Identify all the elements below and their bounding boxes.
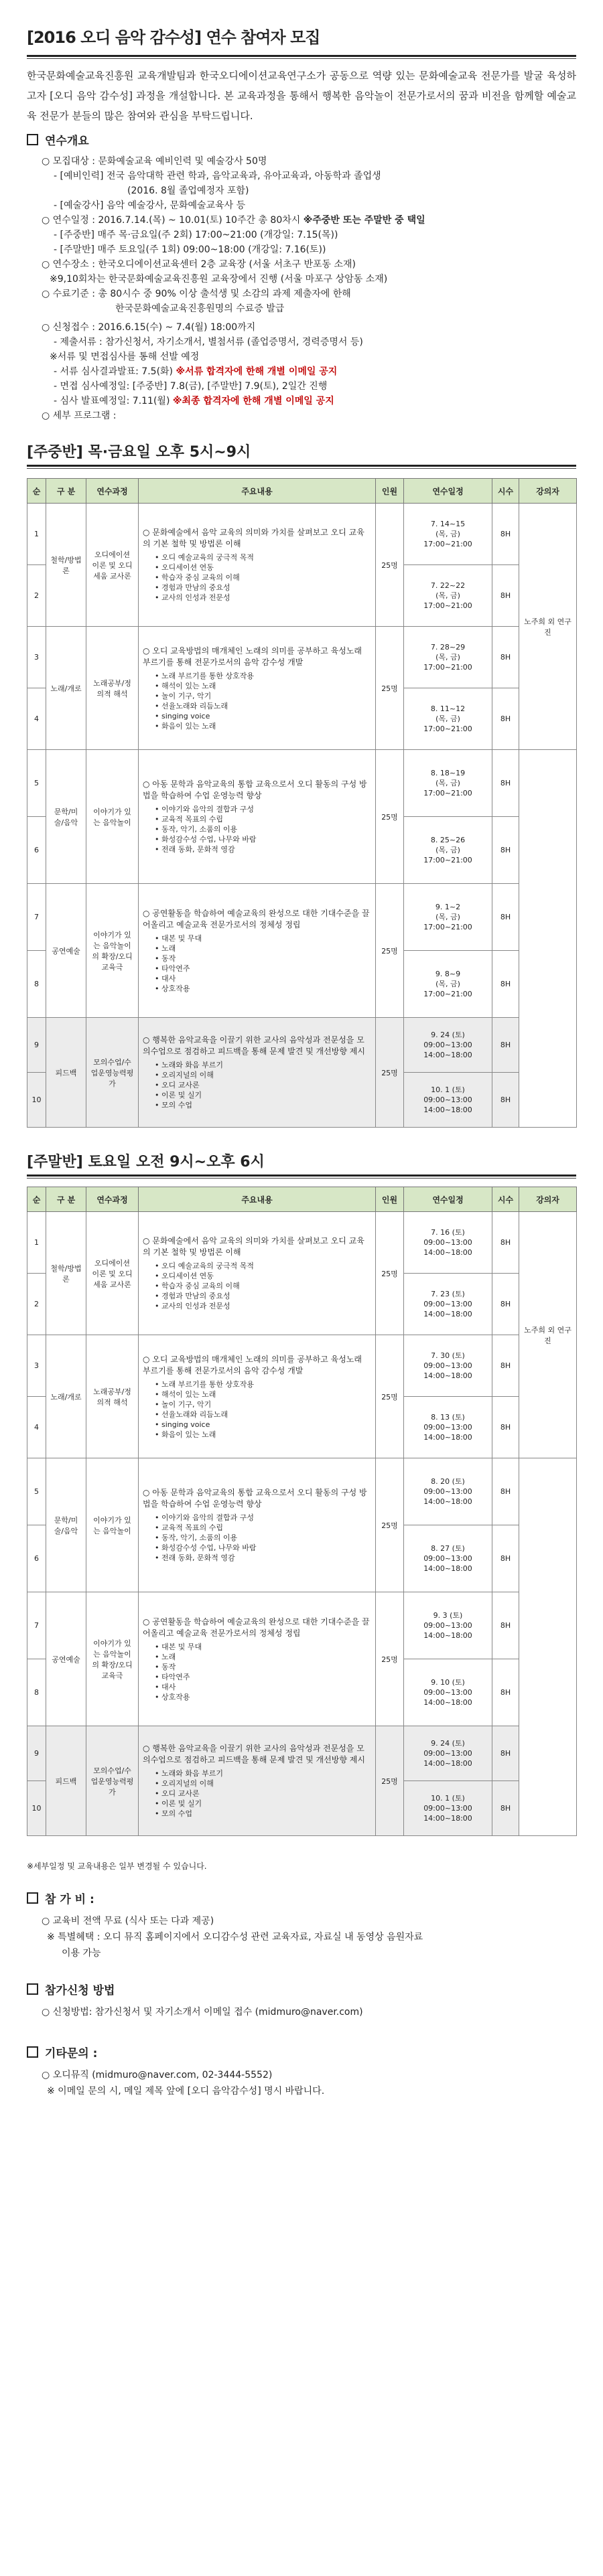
table-row <box>27 1458 577 1525</box>
content-lead: ○ 행복한 음악교육을 이끌기 위한 교사의 음악성과 전문성을 모의수업으로 점검하고 피드백을 통해 문제 발견 및 개선방향 제시 <box>143 1744 365 1764</box>
column-header: 강의자 <box>519 1187 577 1212</box>
column-header: 주요내용 <box>139 479 376 504</box>
hours-cell: 8H <box>492 1335 519 1397</box>
date-cell: 7. 14~15 (목, 금) 17:00~21:00 <box>404 504 492 565</box>
column-header: 연수과정 <box>86 1187 139 1212</box>
category-cell: 철학/방법론 <box>46 504 86 627</box>
lecturer-cell-empty <box>519 750 577 1128</box>
date-cell: 10. 1 (토) 09:00~13:00 14:00~18:00 <box>404 1073 492 1128</box>
course-cell: 이야기가 있는 음악놀이의 확장/오디교육극 <box>86 884 139 1018</box>
list-item: • 노래 <box>155 943 371 954</box>
row-number: 2 <box>27 1274 46 1335</box>
list-item: • singing voice <box>155 711 371 721</box>
content-list <box>143 1768 371 1819</box>
content-list <box>143 671 371 731</box>
content-lead: ○ 문화예술에서 음악 교육의 의미와 가치를 살펴보고 오디 교육의 기본 철학 및 방법론 이해 <box>143 528 364 548</box>
contact-line: ○ 오디뮤직 (midmuro@naver.com, 02-3444-5552) <box>42 2070 273 2080</box>
list-item: • 오리지널의 이해 <box>155 1070 371 1080</box>
list-item: • 대사 <box>155 1682 371 1692</box>
weekday-table <box>27 478 577 1128</box>
row-number: 6 <box>27 817 46 884</box>
date-cell: 9. 3 (토) 09:00~13:00 14:00~18:00 <box>404 1592 492 1659</box>
list-item: • 교사의 인성과 전문성 <box>155 1301 371 1311</box>
list-item: • 학습자 중심 교육의 이해 <box>155 1281 371 1291</box>
row-number: 1 <box>27 504 46 565</box>
row-number: 7 <box>27 884 46 951</box>
table-header-row <box>27 1187 577 1212</box>
list-item: • 이야기와 음악의 결합과 구성 <box>155 1513 371 1523</box>
list-item: • 화성감수성 수업, 나무와 바람 <box>155 834 371 844</box>
overview-line: - 심사 발표예정일: 7.11(월) ※최종 합격자에 한해 개별 이메일 공지 <box>54 396 334 406</box>
column-header: 시수 <box>492 479 519 504</box>
list-item: • 오디세이션 연동 <box>155 562 371 573</box>
column-header: 순 <box>27 1187 46 1212</box>
content-cell <box>139 1018 376 1128</box>
list-item: • 화음이 있는 노래 <box>155 721 371 731</box>
people-cell: 25명 <box>376 1212 404 1335</box>
list-item: • 이론 및 실기 <box>155 1090 371 1100</box>
category-cell: 공연예술 <box>46 884 86 1018</box>
content-cell <box>139 1212 376 1335</box>
list-item: • 동작, 악기, 소품의 이용 <box>155 824 371 834</box>
column-header: 강의자 <box>519 479 577 504</box>
content-cell <box>139 1335 376 1458</box>
row-number: 4 <box>27 1397 46 1458</box>
hours-cell: 8H <box>492 565 519 627</box>
overview-line: (2016. 8월 졸업예정자 포함) <box>127 185 249 196</box>
list-item: • 교사의 인성과 전문성 <box>155 593 371 603</box>
weekend-rule-thin <box>27 1178 576 1179</box>
list-item: • 이론 및 실기 <box>155 1799 371 1809</box>
course-cell: 오디에이션 이론 및 오디세움 교사론 <box>86 504 139 627</box>
people-cell: 25명 <box>376 884 404 1018</box>
row-number: 1 <box>27 1212 46 1274</box>
list-item: • 전래 동화, 문화적 영감 <box>155 844 371 854</box>
row-number: 5 <box>27 750 46 817</box>
table-row <box>27 504 577 565</box>
column-header: 시수 <box>492 1187 519 1212</box>
overview-line: - [주말반] 매주 토요일(주 1회) 09:00~18:00 (개강일: 7.16(토)) <box>54 244 326 255</box>
course-cell: 노래공부/정의적 해석 <box>86 627 139 750</box>
content-cell <box>139 750 376 884</box>
overview-line: ○ 연수일정 : 2016.7.14.(목) ~ 10.01(토) 10주간 총 80차시 ※주중반 또는 주말반 중 택일 <box>42 215 425 226</box>
list-item: • singing voice <box>155 1420 371 1430</box>
table-header-row <box>27 479 577 504</box>
hours-cell: 8H <box>492 504 519 565</box>
list-item: • 대본 및 무대 <box>155 1642 371 1652</box>
list-item: • 오디 교사론 <box>155 1080 371 1090</box>
weekend-heading: [주말반] 토요일 오전 9시~오후 6시 <box>27 1154 265 1170</box>
overview-emphasis: ※서류 합격자에 한해 개별 이메일 공지 <box>176 366 338 377</box>
table-row <box>27 627 577 688</box>
row-number: 8 <box>27 1659 46 1726</box>
overview-line: - 서류 심사결과발표: 7.5(화) ※서류 합격자에 한해 개별 이메일 공지 <box>54 366 338 377</box>
content-cell <box>139 627 376 750</box>
list-item: • 상호작용 <box>155 1692 371 1702</box>
row-number: 9 <box>27 1018 46 1073</box>
date-cell: 7. 16 (토) 09:00~13:00 14:00~18:00 <box>404 1212 492 1274</box>
checkbox-square-icon <box>27 1983 38 1995</box>
category-cell: 노래/개로 <box>46 1335 86 1458</box>
date-cell: 10. 1 (토) 09:00~13:00 14:00~18:00 <box>404 1781 492 1836</box>
overview-line: - 제출서류 : 참가신청서, 자기소개서, 별첨서류 (졸업증명서, 경력증명서 등) <box>54 337 363 348</box>
row-number: 3 <box>27 1335 46 1397</box>
weekday-heading: [주중반] 목·금요일 오후 5시~9시 <box>27 444 251 461</box>
overview-line: ○ 세부 프로그램 : <box>42 410 117 421</box>
hours-cell: 8H <box>492 1458 519 1525</box>
hours-cell: 8H <box>492 1397 519 1458</box>
table-row <box>27 1726 577 1781</box>
overview-line: ○ 연수장소 : 한국오디에이션교육센터 2층 교육장 (서울 서초구 반포동 소재) <box>42 259 356 270</box>
row-number: 2 <box>27 565 46 627</box>
people-cell: 25명 <box>376 627 404 750</box>
overview-line: - [예술강사] 음악 예술강사, 문화예술교육사 등 <box>54 200 246 211</box>
apply-line: ○ 신청방법: 참가신청서 및 자기소개서 이메일 접수 (midmuro@naver.com) <box>42 2007 363 2018</box>
hours-cell: 8H <box>492 1592 519 1659</box>
date-cell: 9. 8~9 (목, 금) 17:00~21:00 <box>404 951 492 1018</box>
table-row <box>27 1018 577 1073</box>
list-item: • 대사 <box>155 974 371 984</box>
list-item: • 노래 <box>155 1652 371 1662</box>
hours-cell: 8H <box>492 1525 519 1592</box>
overview-heading: 연수개요 <box>27 131 89 148</box>
hours-cell: 8H <box>492 1212 519 1274</box>
hours-cell: 8H <box>492 1274 519 1335</box>
course-cell: 노래공부/정의적 해석 <box>86 1335 139 1458</box>
list-item: • 놀이 기구, 악기 <box>155 1399 371 1410</box>
row-number: 6 <box>27 1525 46 1592</box>
list-item: • 해석이 있는 노래 <box>155 1389 371 1399</box>
content-list <box>143 1261 371 1311</box>
date-cell: 8. 27 (토) 09:00~13:00 14:00~18:00 <box>404 1525 492 1592</box>
list-item: • 대본 및 무대 <box>155 933 371 943</box>
date-cell: 7. 23 (토) 09:00~13:00 14:00~18:00 <box>404 1274 492 1335</box>
content-lead: ○ 문화예술에서 음악 교육의 의미와 가치를 살펴보고 오디 교육의 기본 철학 및 방법론 이해 <box>143 1236 364 1257</box>
row-number: 7 <box>27 1592 46 1659</box>
content-lead: ○ 공연활동을 학습하여 예술교육의 완성으로 대한 기대수준을 끌어올리고 예술교육 전문가로서의 정체성 정립 <box>143 1616 370 1638</box>
date-cell: 8. 18~19 (목, 금) 17:00~21:00 <box>404 750 492 817</box>
weekday-rule <box>27 465 576 467</box>
list-item: • 노래와 화음 부르기 <box>155 1060 371 1070</box>
date-cell: 7. 22~22 (목, 금) 17:00~21:00 <box>404 565 492 627</box>
course-cell: 이야기가 있는 음악놀이의 확장/오디교육극 <box>86 1592 139 1726</box>
hours-cell: 8H <box>492 1726 519 1781</box>
list-item: • 오디 교사론 <box>155 1789 371 1799</box>
column-header: 연수과정 <box>86 479 139 504</box>
course-cell: 이야기가 있는 음악놀이 <box>86 750 139 884</box>
row-number: 4 <box>27 688 46 750</box>
category-cell: 노래/개로 <box>46 627 86 750</box>
list-item: • 동작, 악기, 소품의 이용 <box>155 1533 371 1543</box>
date-cell: 8. 25~26 (목, 금) 17:00~21:00 <box>404 817 492 884</box>
people-cell: 25명 <box>376 1335 404 1458</box>
content-list <box>143 1379 371 1440</box>
content-list <box>143 933 371 994</box>
content-cell <box>139 1458 376 1592</box>
overview-line: - 면접 심사예정일: [주중반] 7.8(금), [주말반] 7.9(토), 2일간 진행 <box>54 381 328 392</box>
content-list <box>143 552 371 603</box>
people-cell: 25명 <box>376 1018 404 1128</box>
list-item: • 오리지널의 이해 <box>155 1778 371 1789</box>
participation-line: ○ 교육비 전액 무료 (식사 또는 다과 제공) <box>42 1916 214 1926</box>
hours-cell: 8H <box>492 817 519 884</box>
page-title: [2016 오디 음악 감수성] 연수 참여자 모집 <box>27 28 320 47</box>
hours-cell: 8H <box>492 1659 519 1726</box>
overview-line: 한국문화예술교육진흥원명의 수료증 발급 <box>115 303 285 314</box>
overview-line: ※9,10회차는 한국문화예술교육진흥원 교육장에서 진행 (서울 마포구 상암동 소재) <box>50 274 388 285</box>
column-header: 순 <box>27 479 46 504</box>
date-cell: 9. 10 (토) 09:00~13:00 14:00~18:00 <box>404 1659 492 1726</box>
row-number: 10 <box>27 1073 46 1128</box>
column-header: 구 분 <box>46 479 86 504</box>
list-item: • 경험과 만남의 중요성 <box>155 1291 371 1301</box>
content-lead: ○ 행복한 음악교육을 이끌기 위한 교사의 음악성과 전문성을 모의수업으로 점검하고 피드백을 통해 문제 발견 및 개선방향 제시 <box>143 1035 365 1056</box>
weekday-rule-thin <box>27 468 576 469</box>
table-row <box>27 1212 577 1274</box>
participation-line: ※ 특별혜택 : 오디 뮤직 홈페이지에서 오디감수성 관련 교육자료, 자료실 내 동영상 음원자료 <box>47 1932 423 1943</box>
course-cell: 모의수업/수업운영능력평가 <box>86 1726 139 1836</box>
course-cell: 오디에이션 이론 및 오디세움 교사론 <box>86 1212 139 1335</box>
content-lead: ○ 공연활동을 학습하여 예술교육의 완성으로 대한 기대수준을 끌어올리고 예술교육 전문가로서의 정체성 정립 <box>143 908 370 929</box>
hours-cell: 8H <box>492 627 519 688</box>
checkbox-square-icon <box>27 2046 38 2058</box>
row-number: 5 <box>27 1458 46 1525</box>
date-cell: 7. 28~29 (목, 금) 17:00~21:00 <box>404 627 492 688</box>
hours-cell: 8H <box>492 951 519 1018</box>
list-item: • 놀이 기구, 악기 <box>155 691 371 701</box>
date-cell: 8. 13 (토) 09:00~13:00 14:00~18:00 <box>404 1397 492 1458</box>
column-header: 구 분 <box>46 1187 86 1212</box>
row-number: 3 <box>27 627 46 688</box>
list-item: • 오디세이션 연동 <box>155 1271 371 1281</box>
list-item: • 선율노래와 리듬노래 <box>155 701 371 711</box>
list-item: • 화성감수성 수업, 나무와 바람 <box>155 1543 371 1553</box>
overview-line: ○ 수료기준 : 총 80시수 중 90% 이상 출석생 및 소감의 과제 제출자에 한해 <box>42 289 351 299</box>
hours-cell: 8H <box>492 1781 519 1836</box>
content-cell <box>139 884 376 1018</box>
list-item: • 노래 부르기를 통한 상호작용 <box>155 1379 371 1389</box>
content-cell <box>139 504 376 627</box>
date-cell: 8. 20 (토) 09:00~13:00 14:00~18:00 <box>404 1458 492 1525</box>
schedule-footnote: ※세부일정 및 교육내용은 일부 변경될 수 있습니다. <box>27 1862 207 1871</box>
weekend-rule <box>27 1175 576 1177</box>
row-number: 9 <box>27 1726 46 1781</box>
column-header: 연수일정 <box>404 1187 492 1212</box>
category-cell: 철학/방법론 <box>46 1212 86 1335</box>
category-cell: 공연예술 <box>46 1592 86 1726</box>
content-list <box>143 804 371 854</box>
list-item: • 모의 수업 <box>155 1809 371 1819</box>
course-cell: 모의수업/수업운영능력평가 <box>86 1018 139 1128</box>
lecturer-cell-empty <box>519 1458 577 1836</box>
list-item: • 경험과 만남의 중요성 <box>155 583 371 593</box>
list-item: • 상호작용 <box>155 984 371 994</box>
contact-heading: 기타문의 : <box>27 2044 97 2060</box>
list-item: • 오디 예술교육의 궁극적 목적 <box>155 1261 371 1271</box>
table-row <box>27 1592 577 1659</box>
title-rule-thin <box>27 58 576 59</box>
column-header: 인원 <box>376 479 404 504</box>
content-lead: ○ 아동 문학과 음악교육의 통합 교육으로서 오디 활동의 구성 방법을 학습하여 수업 운영능력 향상 <box>143 779 367 800</box>
column-header: 인원 <box>376 1187 404 1212</box>
title-rule <box>27 55 576 57</box>
overview-line: ○ 모집대상 : 문화예술교육 예비인력 및 예술강사 50명 <box>42 156 267 167</box>
people-cell: 25명 <box>376 750 404 884</box>
list-item: • 선율노래와 리듬노래 <box>155 1410 371 1420</box>
row-number: 8 <box>27 951 46 1018</box>
date-cell: 9. 24 (토) 09:00~13:00 14:00~18:00 <box>404 1018 492 1073</box>
list-item: • 교육적 목표의 수립 <box>155 1523 371 1533</box>
list-item: • 타악연주 <box>155 1672 371 1682</box>
list-item: • 오디 예술교육의 궁극적 목적 <box>155 552 371 562</box>
list-item: • 타악연주 <box>155 964 371 974</box>
hours-cell: 8H <box>492 750 519 817</box>
content-list <box>143 1060 371 1110</box>
content-lead: ○ 아동 문학과 음악교육의 통합 교육으로서 오디 활동의 구성 방법을 학습하여 수업 운영능력 향상 <box>143 1488 367 1509</box>
overview-emphasis: ※최종 합격자에 한해 개별 이메일 공지 <box>172 396 334 406</box>
category-cell: 문학/미술/음악 <box>46 750 86 884</box>
list-item: • 동작 <box>155 1662 371 1672</box>
people-cell: 25명 <box>376 1458 404 1592</box>
content-lead: ○ 오디 교육방법의 매개체인 노래의 의미를 공부하고 육성노래 부르기를 통해 전문가로서의 음악 감수성 개발 <box>143 1354 362 1375</box>
people-cell: 25명 <box>376 504 404 627</box>
hours-cell: 8H <box>492 1073 519 1128</box>
category-cell: 피드백 <box>46 1018 86 1128</box>
list-item: • 이야기와 음악의 결합과 구성 <box>155 804 371 814</box>
date-cell: 9. 1~2 (목, 금) 17:00~21:00 <box>404 884 492 951</box>
list-item: • 학습자 중심 교육의 이해 <box>155 573 371 583</box>
contact-line: ※ 이메일 문의 시, 메일 제목 앞에 [오디 음악감수성] 명시 바랍니다. <box>47 2086 325 2097</box>
table-row <box>27 1335 577 1397</box>
column-header: 연수일정 <box>404 479 492 504</box>
category-cell: 피드백 <box>46 1726 86 1836</box>
content-cell <box>139 1726 376 1836</box>
hours-cell: 8H <box>492 688 519 750</box>
hours-cell: 8H <box>492 884 519 951</box>
date-cell: 7. 30 (토) 09:00~13:00 14:00~18:00 <box>404 1335 492 1397</box>
checkbox-square-icon <box>27 1892 38 1904</box>
content-lead: ○ 오디 교육방법의 매개체인 노래의 의미를 공부하고 육성노래 부르기를 통해 전문가로서의 음악 감수성 개발 <box>143 646 362 667</box>
overview-line: ○ 신청접수 : 2016.6.15(수) ~ 7.4(월) 18:00까지 <box>42 322 256 333</box>
overview-line: - [예비인력] 전국 음악대학 관련 학과, 음악교육과, 유아교육과, 아동학과 졸업생 <box>54 171 381 181</box>
content-list <box>143 1642 371 1702</box>
weekend-table <box>27 1187 577 1836</box>
overview-line: ※서류 및 면접심사를 통해 선발 예정 <box>50 352 200 362</box>
date-cell: 9. 24 (토) 09:00~13:00 14:00~18:00 <box>404 1726 492 1781</box>
list-item: • 화음이 있는 노래 <box>155 1430 371 1440</box>
column-header: 주요내용 <box>139 1187 376 1212</box>
list-item: • 해석이 있는 노래 <box>155 681 371 691</box>
participation-line: 이용 가능 <box>62 1948 101 1959</box>
content-cell <box>139 1592 376 1726</box>
category-cell: 문학/미술/음악 <box>46 1458 86 1592</box>
overview-emphasis: ※주중반 또는 주말반 중 택일 <box>303 215 425 226</box>
row-number: 10 <box>27 1781 46 1836</box>
list-item: • 노래와 화음 부르기 <box>155 1768 371 1778</box>
participation-heading: 참 가 비 : <box>27 1890 94 1906</box>
course-cell: 이야기가 있는 음악놀이 <box>86 1458 139 1592</box>
apply-heading: 참가신청 방법 <box>27 1981 115 1997</box>
list-item: • 노래 부르기를 통한 상호작용 <box>155 671 371 681</box>
hours-cell: 8H <box>492 1018 519 1073</box>
list-item: • 모의 수업 <box>155 1100 371 1110</box>
content-list <box>143 1513 371 1563</box>
table-row <box>27 884 577 951</box>
people-cell: 25명 <box>376 1726 404 1836</box>
overview-line: - [주중반] 매주 목·금요일(주 2회) 17:00~21:00 (개강일: 7.15(목)) <box>54 230 338 240</box>
table-row <box>27 750 577 817</box>
lecturer-cell: 노주희 외 연구진 <box>519 504 577 750</box>
lecturer-cell: 노주희 외 연구진 <box>519 1212 577 1458</box>
list-item: • 전래 동화, 문화적 영감 <box>155 1553 371 1563</box>
date-cell: 8. 11~12 (목, 금) 17:00~21:00 <box>404 688 492 750</box>
people-cell: 25명 <box>376 1592 404 1726</box>
checkbox-square-icon <box>27 134 38 145</box>
list-item: • 교육적 목표의 수립 <box>155 814 371 824</box>
list-item: • 동작 <box>155 954 371 964</box>
intro-paragraph: 한국문화예술교육진흥원 교육개발팀과 한국오디에이션교육연구소가 공동으로 역량 있는 문화예술교육 전문가를 발굴 육성하고자 [오디 음악 감수성] 과정을 개설합니다. 본 교육과정을 통해서 행복한 음악놀이 전문가로서의 꿈과 비전을 함께할 예술교육 전문가 분들의 많은 참여와 관심을 부탁드립니다. <box>27 70 576 122</box>
